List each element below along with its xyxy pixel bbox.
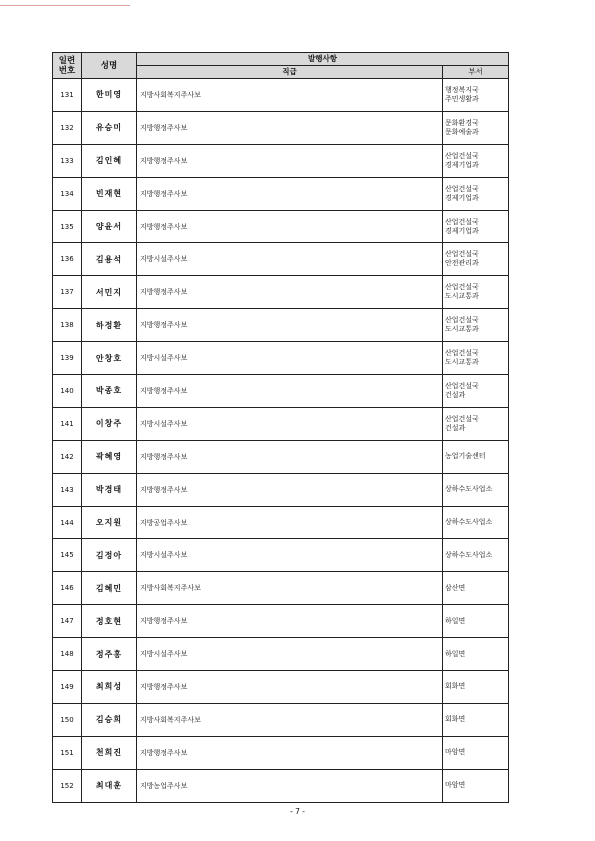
dept-line: 주민생활과	[445, 94, 479, 103]
table-row	[53, 506, 509, 539]
table-row	[53, 440, 509, 473]
rank-cell: 지방사회복지주사보	[137, 572, 443, 605]
serial-header-line2: 번호	[58, 65, 76, 76]
dept-cell	[443, 144, 509, 177]
serial-cell: 146	[53, 572, 82, 605]
rank-cell: 지방행정주사보	[137, 309, 443, 342]
dept-cell	[443, 309, 509, 342]
serial-cell: 136	[53, 243, 82, 276]
dept-line: 산업건설국	[445, 283, 479, 292]
name-cell: 박경태	[82, 473, 137, 506]
dept-cell	[443, 473, 509, 506]
dept-cell	[443, 736, 509, 769]
top-rule	[0, 5, 130, 6]
rank-cell: 지방시설주사보	[137, 539, 443, 572]
rank-cell: 지방행정주사보	[137, 605, 443, 638]
serial-cell: 152	[53, 769, 82, 802]
rank-cell: 지방행정주사보	[137, 111, 443, 144]
table-row	[53, 79, 509, 112]
name-cell: 김정아	[82, 539, 137, 572]
dept-line: 경제기업과	[445, 160, 479, 169]
dept-line: 경제기업과	[445, 193, 479, 202]
table-row	[53, 539, 509, 572]
rank-cell: 지방사회복지주사보	[137, 703, 443, 736]
dept-cell	[443, 177, 509, 210]
issue-header: 발행사항	[137, 53, 509, 66]
dept-cell	[443, 703, 509, 736]
rank-cell: 지방시설주사보	[137, 342, 443, 375]
dept-line: 문화예술과	[445, 127, 479, 136]
rank-cell: 지방행정주사보	[137, 473, 443, 506]
dept-cell	[443, 440, 509, 473]
dept-cell	[443, 276, 509, 309]
dept-line: 건설과	[445, 390, 466, 399]
name-cell: 안창호	[82, 342, 137, 375]
dept-cell	[443, 572, 509, 605]
dept-cell	[443, 638, 509, 671]
table-row	[53, 210, 509, 243]
serial-cell: 149	[53, 671, 82, 704]
appointment-table	[52, 52, 509, 803]
serial-cell: 144	[53, 506, 82, 539]
dept-line: 회화면	[445, 715, 466, 724]
serial-cell: 147	[53, 605, 82, 638]
name-cell: 천희진	[82, 736, 137, 769]
name-cell: 하정환	[82, 309, 137, 342]
name-cell: 최희성	[82, 671, 137, 704]
serial-cell: 137	[53, 276, 82, 309]
table-row	[53, 736, 509, 769]
dept-line: 상하수도사업소	[445, 485, 493, 494]
table-row	[53, 375, 509, 408]
table-row	[53, 572, 509, 605]
rank-cell: 지방행정주사보	[137, 144, 443, 177]
serial-cell: 150	[53, 703, 82, 736]
serial-cell: 134	[53, 177, 82, 210]
table-row	[53, 144, 509, 177]
name-cell: 김인혜	[82, 144, 137, 177]
rank-cell: 지방시설주사보	[137, 638, 443, 671]
page-number: - 7 -	[290, 807, 305, 816]
name-cell: 오지원	[82, 506, 137, 539]
dept-cell	[443, 671, 509, 704]
table-row	[53, 671, 509, 704]
rank-cell: 지방행정주사보	[137, 177, 443, 210]
name-cell: 박종호	[82, 375, 137, 408]
dept-line: 회화면	[445, 682, 466, 691]
dept-line: 산업건설국	[445, 151, 479, 160]
dept-cell	[443, 342, 509, 375]
table-row	[53, 276, 509, 309]
serial-cell: 141	[53, 407, 82, 440]
dept-line: 도시교통과	[445, 325, 479, 334]
dept-line: 마암면	[445, 781, 466, 790]
dept-line: 도시교통과	[445, 358, 479, 367]
table-body	[53, 79, 509, 803]
name-cell: 한미영	[82, 79, 137, 112]
dept-line: 경제기업과	[445, 226, 479, 235]
rank-cell: 지방행정주사보	[137, 210, 443, 243]
rank-cell: 지방행정주사보	[137, 671, 443, 704]
dept-line: 삼산면	[445, 583, 466, 592]
table-row	[53, 309, 509, 342]
rank-cell: 지방시설주사보	[137, 243, 443, 276]
serial-cell: 145	[53, 539, 82, 572]
name-cell: 김혜민	[82, 572, 137, 605]
dept-line: 행정복지국	[445, 85, 479, 94]
dept-cell	[443, 111, 509, 144]
dept-line: 상하수도사업소	[445, 518, 493, 527]
dept-line: 산업건설국	[445, 217, 479, 226]
dept-cell	[443, 506, 509, 539]
serial-cell: 140	[53, 375, 82, 408]
rank-cell: 지방행정주사보	[137, 736, 443, 769]
dept-cell	[443, 539, 509, 572]
name-cell: 곽혜영	[82, 440, 137, 473]
table-row	[53, 111, 509, 144]
table-row	[53, 177, 509, 210]
serial-cell: 138	[53, 309, 82, 342]
serial-cell: 131	[53, 79, 82, 112]
table-row	[53, 769, 509, 802]
serial-cell: 132	[53, 111, 82, 144]
table-row	[53, 243, 509, 276]
dept-line: 산업건설국	[445, 414, 479, 423]
name-cell: 정주홍	[82, 638, 137, 671]
dept-line: 산업건설국	[445, 250, 479, 259]
serial-cell: 139	[53, 342, 82, 375]
dept-cell	[443, 79, 509, 112]
serial-header-line1: 일련	[58, 55, 76, 66]
rank-cell: 지방시설주사보	[137, 407, 443, 440]
rank-cell: 지방행정주사보	[137, 375, 443, 408]
rank-cell: 지방공업주사보	[137, 506, 443, 539]
serial-cell: 135	[53, 210, 82, 243]
dept-cell	[443, 407, 509, 440]
dept-line: 도시교통과	[445, 292, 479, 301]
name-cell: 빈재현	[82, 177, 137, 210]
serial-cell: 133	[53, 144, 82, 177]
dept-line: 산업건설국	[445, 381, 479, 390]
name-cell: 유승미	[82, 111, 137, 144]
name-cell: 최대훈	[82, 769, 137, 802]
table-row	[53, 605, 509, 638]
dept-line: 문화환경국	[445, 118, 479, 127]
dept-line: 건설과	[445, 423, 466, 432]
dept-line: 산업건설국	[445, 316, 479, 325]
table-row	[53, 407, 509, 440]
serial-cell: 142	[53, 440, 82, 473]
name-cell: 서민지	[82, 276, 137, 309]
dept-header: 부서	[443, 66, 509, 79]
rank-cell: 지방행정주사보	[137, 440, 443, 473]
dept-line: 하일면	[445, 616, 466, 625]
name-header: 성명	[82, 53, 137, 79]
table-row	[53, 342, 509, 375]
dept-line: 마암면	[445, 748, 466, 757]
dept-line: 산업건설국	[445, 184, 479, 193]
dept-line: 산업건설국	[445, 349, 479, 358]
serial-cell: 143	[53, 473, 82, 506]
name-cell: 이창주	[82, 407, 137, 440]
rank-cell: 지방사회복지주사보	[137, 79, 443, 112]
rank-header: 직급	[137, 66, 443, 79]
dept-line: 안전관리과	[445, 259, 479, 268]
table-row	[53, 703, 509, 736]
dept-line: 하일면	[445, 649, 466, 658]
serial-cell: 148	[53, 638, 82, 671]
table-row	[53, 638, 509, 671]
dept-cell	[443, 375, 509, 408]
dept-cell	[443, 210, 509, 243]
rank-cell: 지방농업주사보	[137, 769, 443, 802]
serial-cell: 151	[53, 736, 82, 769]
name-cell: 김용석	[82, 243, 137, 276]
dept-cell	[443, 769, 509, 802]
name-cell: 양윤서	[82, 210, 137, 243]
dept-cell	[443, 243, 509, 276]
name-cell: 정호현	[82, 605, 137, 638]
dept-cell	[443, 605, 509, 638]
dept-line: 농업기술센터	[445, 452, 486, 461]
rank-cell: 지방행정주사보	[137, 276, 443, 309]
name-cell: 김승희	[82, 703, 137, 736]
table-row	[53, 473, 509, 506]
dept-line: 상하수도사업소	[445, 550, 493, 559]
serial-header	[53, 53, 82, 79]
